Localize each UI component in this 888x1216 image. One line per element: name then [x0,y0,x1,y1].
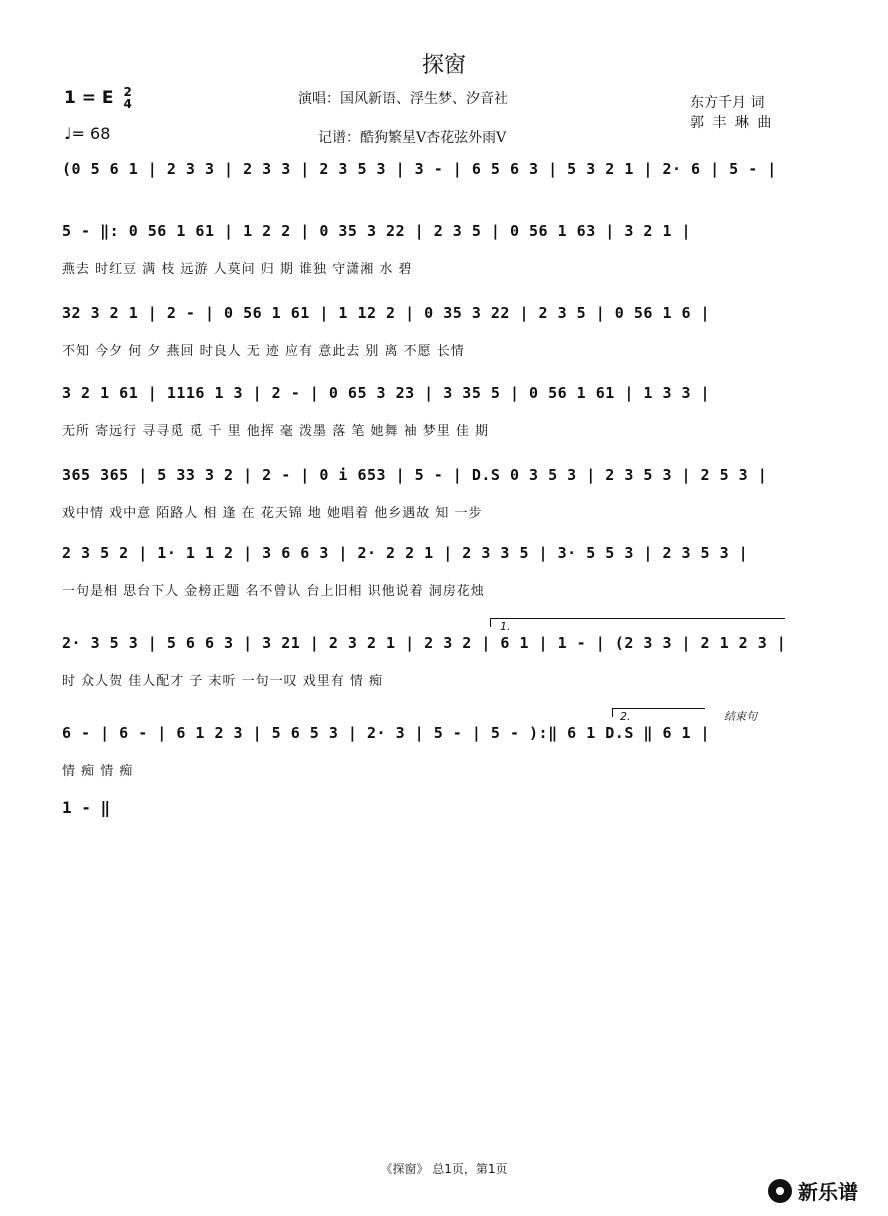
notation-row: 32 3 2 1 | 2 - | 0 56 1 61 | 1 12 2 | 0 35 3 22 | 2 3 5 | 0 56 1 6 | [62,304,711,322]
lyrics-row: 无所 寄远行 寻寻觅 觅 千 里 他挥 毫 泼墨 落 笔 她舞 袖 梦里 佳 期 [62,424,489,439]
score-line [62,160,786,220]
score-line [62,466,786,526]
brand-name: 新乐谱 [798,1180,858,1204]
lyrics-row: 燕去 时红豆 满 枝 远游 人莫问 归 期 谁独 守潇湘 水 碧 [62,262,413,277]
ending-label: 结束句 [724,710,757,723]
notation-row: 2 3 5 2 | 1· 1 1 2 | 3 6 6 3 | 2· 2 2 1 | 2 3 3 5 | 3· 5 5 3 | 2 3 5 3 | [62,544,749,562]
score-line [62,304,786,364]
lyricist-credit: 东方千月 词 [690,95,765,111]
volta-2-bracket [612,708,705,717]
score-line [62,544,786,604]
notation-row: 5 - ‖: 0 56 1 61 | 1 2 2 | 0 35 3 22 | 2 3 5 | 0 56 1 63 | 3 2 1 | [62,222,692,240]
lyrics-row: 情 痴 情 痴 [62,764,134,779]
notation-row: (0 5 6 1 | 2 3 3 | 2 3 3 | 2 3 5 3 | 3 - | 6 5 6 3 | 5 3 2 1 | 2· 6 | 5 - | [62,160,777,178]
tempo-mark: ♩= 68 [64,124,111,143]
final-measure: 1 - ‖ [62,798,111,817]
lyrics-row: 戏中情 戏中意 陌路人 相 逢 在 花天锦 地 她唱着 他乡遇故 知 一步 [62,506,483,521]
page-title: 探窗 [421,53,466,78]
notation-row: 6 - | 6 - | 6 1 2 3 | 5 6 5 3 | 2· 3 | 5 - | 5 - ):‖ 6 1 D.S ‖ 6 1 | [62,724,711,742]
volta-1-label: 1. [500,620,511,633]
time-sig-bottom: 4 [123,97,132,111]
brand-logo [768,1176,858,1205]
time-signature [123,86,131,110]
key-label: 1 = E [64,88,114,108]
score-line [62,222,786,282]
record-icon [768,1179,792,1203]
score-line [62,634,786,694]
singers-credit: 演唱：国风新语、浮生梦、汐音社 [298,91,508,107]
composer-credit: 郭 丰 琳 曲 [690,115,774,131]
page-footer: 《探窗》 总1页，第1页 [380,1162,508,1176]
time-sig-top: 2 [123,85,132,99]
volta-2-label: 2. [620,710,631,723]
transcriber-credit: 记谱：酷狗繁星V杏花弦外雨V [318,130,507,146]
lyrics-row: 时 众人贺 佳人配才 子 末听 一句一叹 戏里有 情 痴 [62,674,384,689]
notation-row: 365 365 | 5 33 3 2 | 2 - | 0 i 653 | 5 - | D.S 0 3 5 3 | 2 3 5 3 | 2 5 3 | [62,466,768,484]
score-line [62,724,786,784]
lyrics-row: 不知 今夕 何 夕 燕回 时良人 无 迹 应有 意此去 别 离 不愿 长情 [62,344,465,359]
notation-row: 3 2 1 61 | 1116 1 3 | 2 - | 0 65 3 23 | 3 35 5 | 0 56 1 61 | 1 3 3 | [62,384,711,402]
notation-row: 2· 3 5 3 | 5 6 6 3 | 3 21 | 2 3 2 1 | 2 3 2 | 6 1 | 1 - | (2 3 3 | 2 1 2 3 | [62,634,787,652]
key-signature [64,86,132,110]
lyrics-row: 一句是相 思台下人 金榜正题 名不曾认 台上旧相 识他说着 洞房花烛 [62,584,485,599]
score-line [62,384,786,444]
volta-1-bracket [490,618,785,627]
